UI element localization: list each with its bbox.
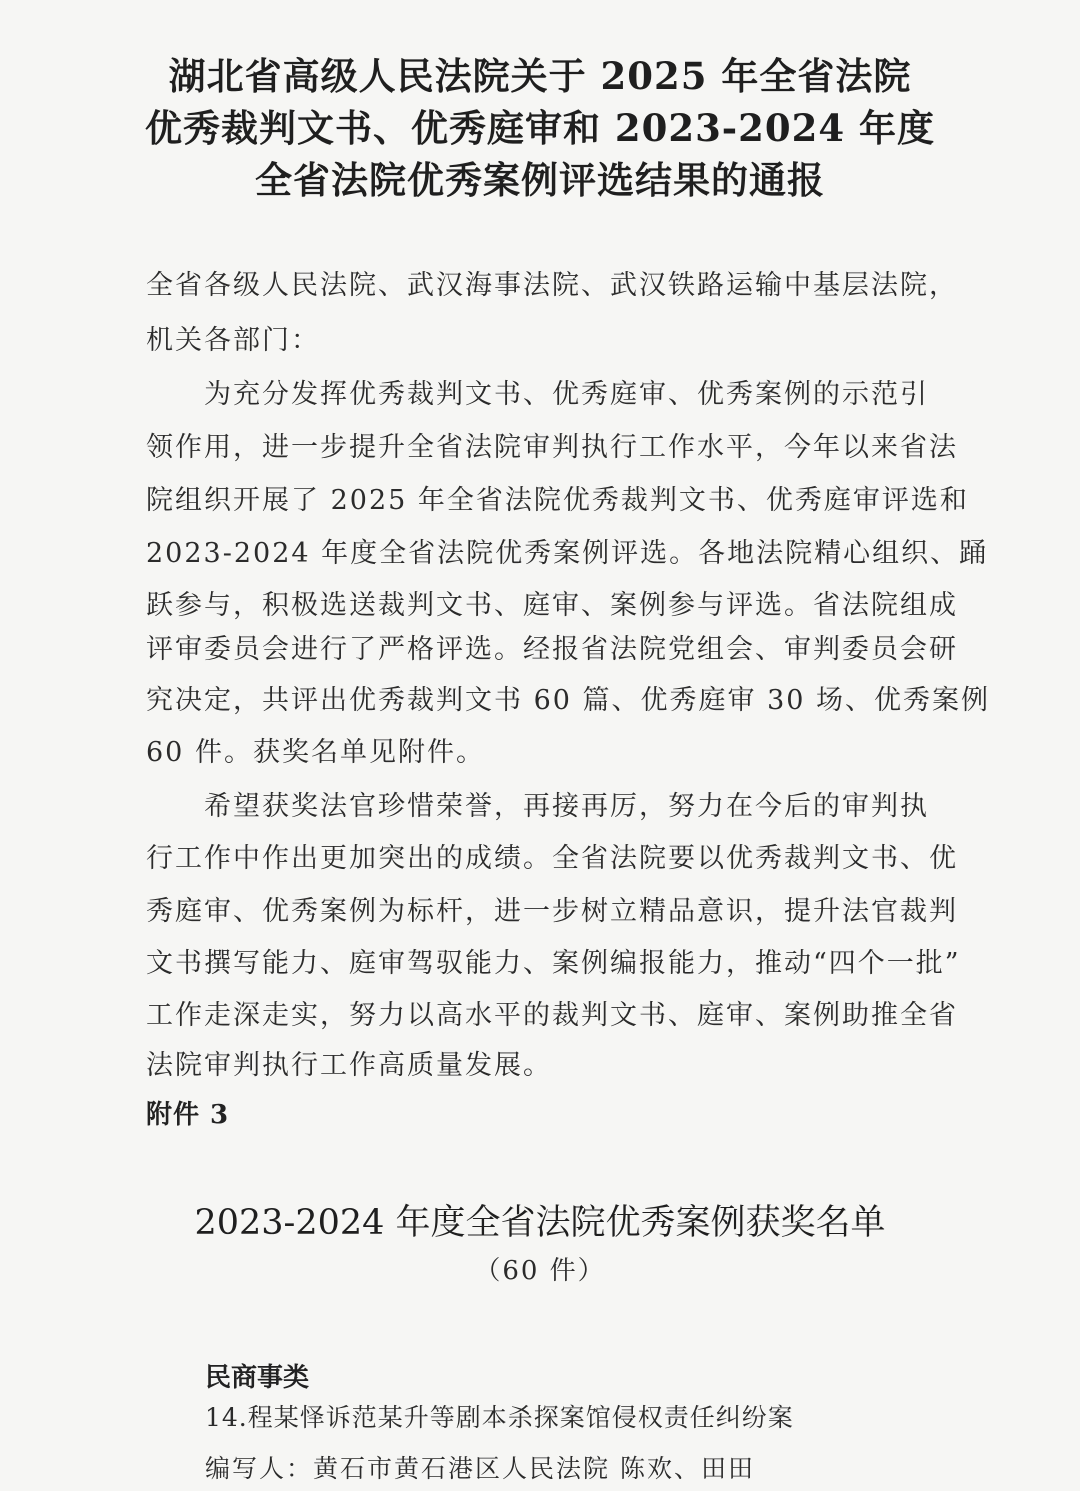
annex-label: 附件 3 <box>146 1100 230 1130</box>
notice-title-line-3: 全省法院优秀案例评选结果的通报 <box>255 158 825 202</box>
category-heading: 民商事类 <box>205 1363 310 1393</box>
paragraph-1-line-5: 跃参与，积极选送裁判文书、庭审、案例参与评选。省法院组成 <box>146 590 958 621</box>
paragraph-2-line-5: 工作走深走实，努力以高水平的裁判文书、庭审、案例助推全省 <box>146 1000 958 1031</box>
notice-title-line-1: 湖北省高级人民法院关于 2025 年全省法院 <box>168 54 912 98</box>
addressee-line-1: 全省各级人民法院、武汉海事法院、武汉铁路运输中基层法院， <box>146 270 958 301</box>
paragraph-1-line-2: 领作用，进一步提升全省法院审判执行工作水平，今年以来省法 <box>146 432 958 463</box>
paragraph-1-line-3: 院组织开展了 2025 年全省法院优秀裁判文书、优秀庭审评选和 <box>146 485 969 516</box>
paragraph-2-line-6: 法院审判执行工作高质量发展。 <box>146 1050 552 1081</box>
paragraph-2-line-4: 文书撰写能力、庭审驾驭能力、案例编报能力，推动“四个一批” <box>146 948 961 979</box>
paragraph-2-line-2: 行工作中作出更加突出的成绩。全省法院要以优秀裁判文书、优 <box>146 843 958 874</box>
award-list-title: 2023-2024 年度全省法院优秀案例获奖名单 <box>194 1203 886 1243</box>
award-list-count: （60 件） <box>474 1256 606 1286</box>
paragraph-1-line-8: 60 件。获奖名单见附件。 <box>146 737 485 768</box>
paragraph-1-line-4: 2023-2024 年度全省法院优秀案例评选。各地法院精心组织、踊 <box>146 538 989 569</box>
case-title: 14.程某怿诉范某升等剧本杀探案馆侵权责任纠纷案 <box>205 1403 794 1432</box>
case-author: 编写人：黄石市黄石港区人民法院 陈欢、田田 <box>205 1454 755 1483</box>
notice-title-line-2: 优秀裁判文书、优秀庭审和 2023-2024 年度 <box>144 106 936 150</box>
paragraph-1-line-1: 为充分发挥优秀裁判文书、优秀庭审、优秀案例的示范引 <box>204 379 929 410</box>
paragraph-2-line-1: 希望获奖法官珍惜荣誉，再接再厉，努力在今后的审判执 <box>204 791 929 822</box>
addressee-line-2: 机关各部门： <box>146 325 320 356</box>
paragraph-2-line-3: 秀庭审、优秀案例为标杆，进一步树立精品意识，提升法官裁判 <box>146 896 958 927</box>
paragraph-1-line-7: 究决定，共评出优秀裁判文书 60 篇、优秀庭审 30 场、优秀案例 <box>146 685 991 716</box>
paragraph-1-line-6: 评审委员会进行了严格评选。经报省法院党组会、审判委员会研 <box>146 634 958 665</box>
